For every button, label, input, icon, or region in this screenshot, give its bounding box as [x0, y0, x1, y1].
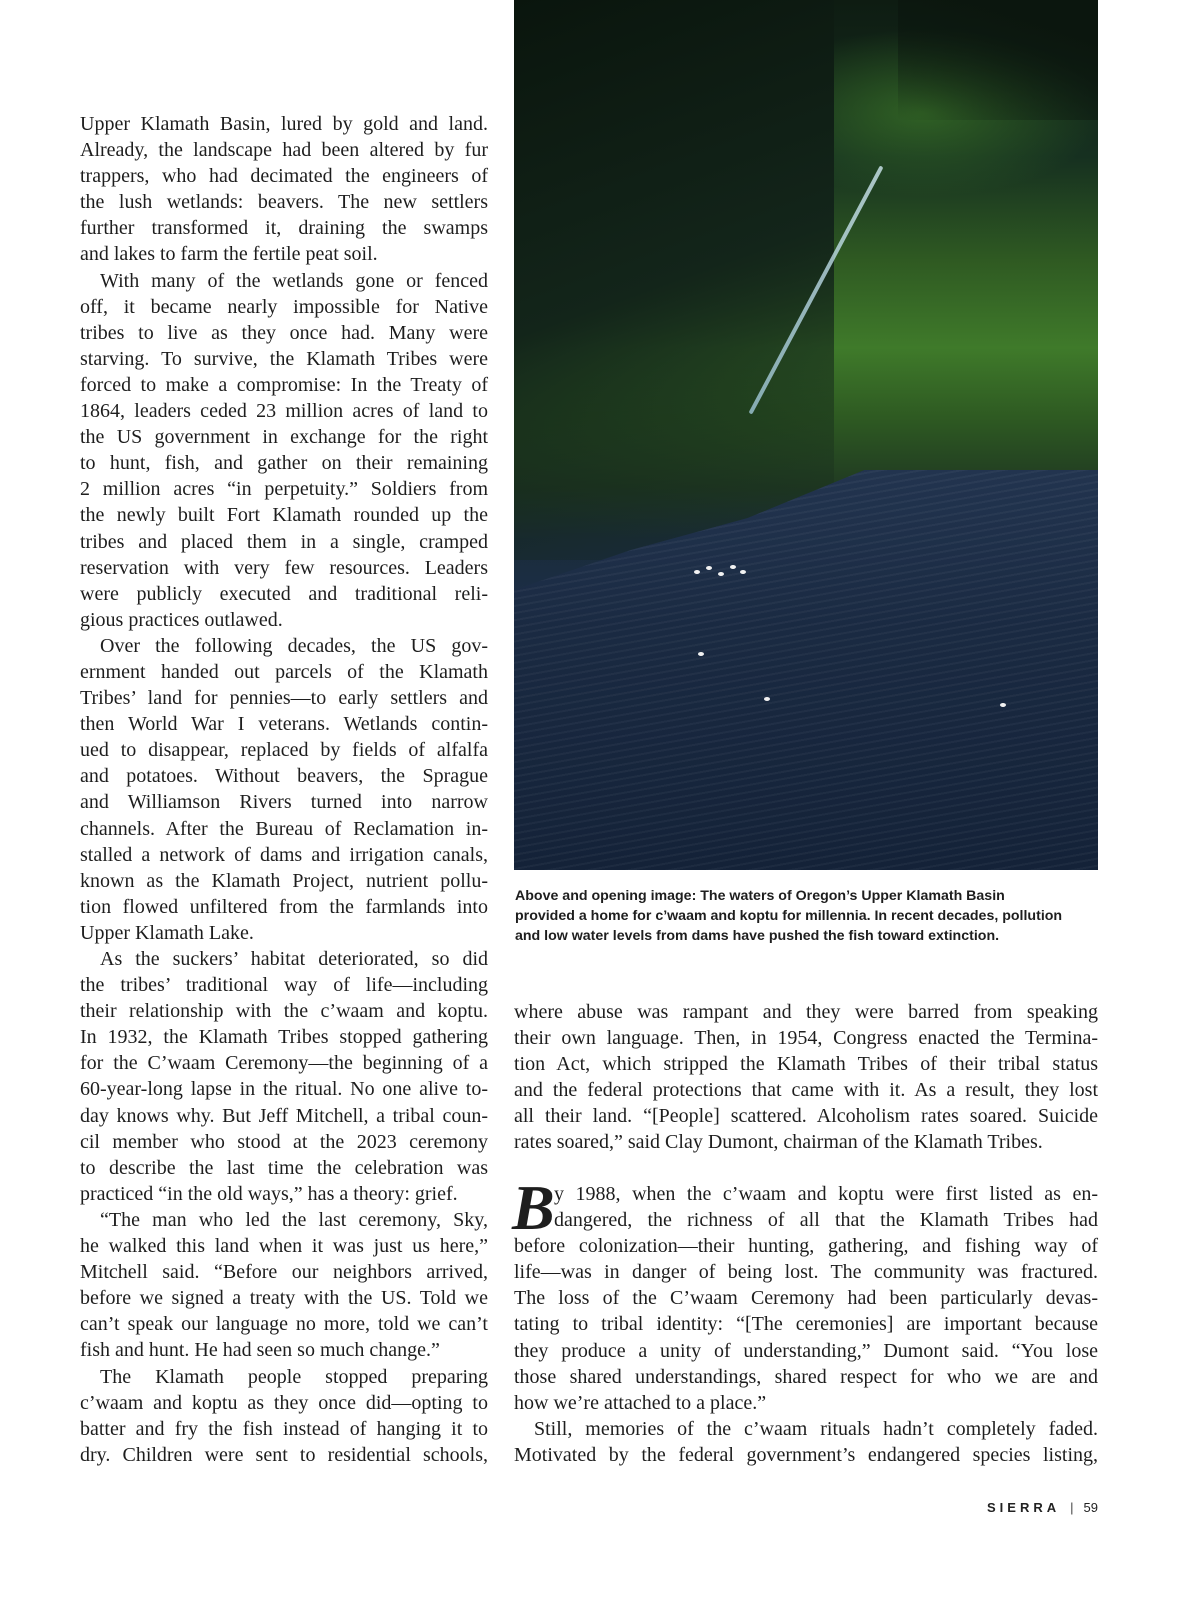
text-line: 60-year-long lapse in the ritual. No one alive to-	[80, 1078, 488, 1101]
photo-pelican	[718, 572, 724, 576]
paragraph	[80, 1364, 488, 1468]
footer-separator: |	[1070, 1500, 1074, 1515]
text-line: can’t speak our language no more, told we can’t	[80, 1313, 488, 1336]
photo-pelican	[740, 570, 746, 574]
text-line: Mitchell said. “Before our neighbors arrived,	[80, 1261, 488, 1284]
text-line: the lush wetlands: beavers. The new settlers	[80, 191, 488, 214]
text-line: to describe the last time the celebration was	[80, 1156, 488, 1179]
text-line: dry. Children were sent to residential schools,	[80, 1443, 488, 1466]
text-line: off, it became nearly impossible for Native	[80, 295, 488, 318]
paragraph	[512, 1172, 1098, 1416]
article-right-column-top	[514, 999, 1098, 1156]
paragraph	[80, 1207, 488, 1364]
text-line: before colonization—their hunting, gathering, and fishing way of	[514, 1235, 1098, 1258]
photo-pelican	[698, 652, 704, 656]
text-line: Still, memories of the c’waam rituals hadn’t completely faded.	[534, 1417, 1098, 1440]
text-line: trappers, who had decimated the engineers of	[80, 165, 488, 188]
text-line: Over the following decades, the US gov-	[100, 634, 488, 657]
text-line: they produce a unity of understanding,” Dumont said. “You lose	[514, 1339, 1098, 1362]
text-line: reservation with very few resources. Leaders	[80, 556, 488, 579]
text-line: the tribes’ traditional way of life—including	[80, 974, 488, 997]
text-line: y 1988, when the c’waam and koptu were first listed as en-	[554, 1183, 1098, 1205]
text-line: channels. After the Bureau of Reclamation in-	[80, 817, 488, 840]
photo-forest	[898, 0, 1098, 120]
caption-line: provided a home for c’waam and koptu for millennia. In recent decades, pollution	[515, 908, 1063, 924]
text-line: for the C’waam Ceremony—the beginning of a	[80, 1052, 488, 1075]
text-line: Tribes’ land for pennies—to early settlers and	[80, 687, 488, 710]
text-line: ued to disappear, replaced by fields of alfalfa	[80, 739, 488, 762]
text-line: starving. To survive, the Klamath Tribes were	[80, 347, 488, 370]
text-line: where abuse was rampant and they were barred from speaking	[514, 1001, 1098, 1023]
text-line: those shared understandings, shared respect for who we are and	[514, 1365, 1098, 1388]
text-line: tion flowed unfiltered from the farmlands into	[80, 895, 488, 918]
text-line: all their land. “[People] scattered. Alcoholism rates soared. Suicide	[514, 1105, 1098, 1128]
text-line: and potatoes. Without beavers, the Sprague	[80, 765, 488, 788]
paragraph	[514, 999, 1098, 1156]
text-line: to hunt, fish, and gather on their remaining	[80, 452, 488, 475]
text-line: c’waam and koptu as they once did—opting to	[80, 1391, 488, 1414]
text-line: how we’re attached to a place.”	[514, 1391, 767, 1414]
text-line: known as the Klamath Project, nutrient pollu-	[80, 869, 488, 892]
photo-pelican	[730, 565, 736, 569]
page-number: 59	[1083, 1500, 1098, 1515]
text-line: tating to tribal identity: “[The ceremonies] are important because	[514, 1313, 1098, 1336]
photo-pelican	[1000, 703, 1006, 707]
text-line: the US government in exchange for the right	[80, 426, 488, 449]
text-line: Already, the landscape had been altered by fur	[80, 139, 488, 162]
text-line: With many of the wetlands gone or fenced	[100, 269, 488, 292]
drop-cap: B	[512, 1172, 555, 1243]
paragraph	[80, 633, 488, 946]
article-right-column-bottom	[512, 1172, 1098, 1468]
paragraph	[80, 946, 488, 1207]
page-footer	[987, 1500, 1098, 1515]
text-line: ernment handed out parcels of the Klamath	[80, 660, 488, 683]
photo-pelican	[706, 566, 712, 570]
text-line: their own language. Then, in 1954, Congress enacted the Termina-	[514, 1027, 1098, 1050]
text-line: their relationship with the c’waam and koptu.	[80, 1000, 488, 1023]
text-line: tribes to live as they once had. Many were	[80, 321, 488, 344]
text-line: As the suckers’ habitat deteriorated, so did	[100, 948, 488, 970]
text-line: “The man who led the last ceremony, Sky,	[100, 1208, 488, 1231]
photo-pelican	[694, 570, 700, 574]
text-line: then World War I veterans. Wetlands contin-	[80, 713, 488, 736]
text-line: and the federal protections that came with it. As a result, they lost	[514, 1079, 1098, 1102]
text-line: Motivated by the federal government’s endangered species listing,	[514, 1443, 1098, 1466]
caption-line: and low water levels from dams have pushed the fish toward extinction.	[515, 928, 1000, 944]
paragraph	[514, 1416, 1098, 1468]
text-line: rates soared,” said Clay Dumont, chairman of the Klamath Tribes.	[514, 1131, 1043, 1154]
article-left-column	[80, 111, 488, 1468]
magazine-name: SIERRA	[987, 1500, 1061, 1515]
text-line: tion Act, which stripped the Klamath Tribes of their tribal status	[514, 1053, 1098, 1076]
text-line: The Klamath people stopped preparing	[100, 1365, 488, 1388]
text-line: tribes and placed them in a single, cramped	[80, 530, 488, 553]
photo-caption	[515, 886, 1105, 946]
text-line: The loss of the C’waam Ceremony had been particularly devas-	[514, 1287, 1098, 1310]
photo-pelican	[764, 697, 770, 701]
text-line: forced to make a compromise: In the Treaty of	[80, 373, 488, 396]
text-line: life—was in danger of being lost. The community was fractured.	[514, 1261, 1098, 1284]
text-line: he walked this land when it was just us here,”	[80, 1235, 488, 1258]
paragraph	[80, 268, 488, 633]
aerial-photo-klamath-basin	[514, 0, 1098, 870]
text-line: 1864, leaders ceded 23 million acres of land to	[80, 400, 488, 423]
text-line: stalled a network of dams and irrigation canals,	[80, 843, 488, 866]
text-line: were publicly executed and traditional reli-	[80, 582, 488, 605]
text-line: fish and hunt. He had seen so much change.”	[80, 1339, 440, 1362]
text-line: Upper Klamath Basin, lured by gold and land.	[80, 113, 488, 135]
text-line: before we signed a treaty with the US. Told we	[80, 1287, 488, 1310]
caption-line: Above and opening image: The waters of Oregon’s Upper Klamath Basin	[515, 888, 1005, 904]
text-line: 2 million acres “in perpetuity.” Soldiers from	[80, 478, 488, 501]
text-line: and lakes to farm the fertile peat soil.	[80, 243, 378, 266]
text-line: Upper Klamath Lake.	[80, 921, 254, 944]
text-line: batter and fry the fish instead of hanging it to	[80, 1417, 488, 1440]
text-line: day knows why. But Jeff Mitchell, a tribal coun-	[80, 1104, 488, 1127]
text-line: gious practices outlawed.	[80, 608, 283, 631]
text-line: cil member who stood at the 2023 ceremony	[80, 1130, 488, 1153]
text-line: In 1932, the Klamath Tribes stopped gathering	[80, 1026, 488, 1049]
text-line: the newly built Fort Klamath rounded up the	[80, 504, 488, 527]
text-line: practiced “in the old ways,” has a theory: grief.	[80, 1182, 458, 1205]
paragraph	[80, 111, 488, 268]
text-line: dangered, the richness of all that the Klamath Tribes had	[554, 1209, 1098, 1232]
text-line: and Williamson Rivers turned into narrow	[80, 791, 488, 814]
photo-forest	[514, 0, 834, 560]
text-line: further transformed it, draining the swamps	[80, 217, 488, 240]
